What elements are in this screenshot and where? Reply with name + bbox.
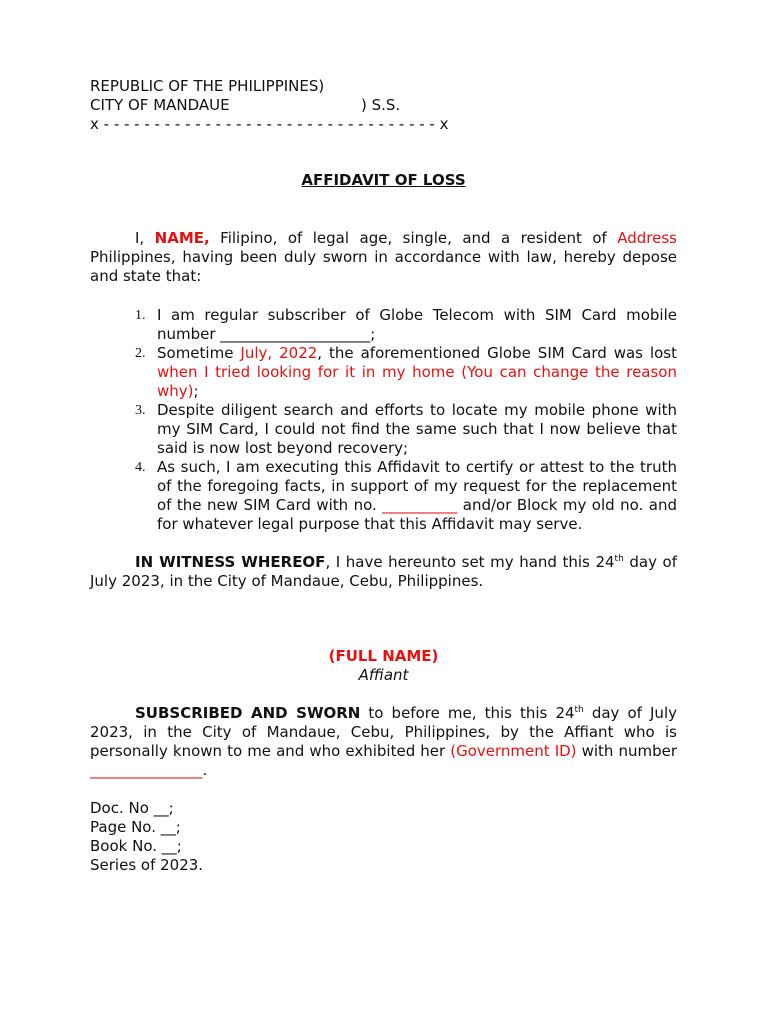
witness-paragraph xyxy=(90,553,677,591)
statement-list xyxy=(90,306,677,534)
government-id-placeholder: (Government ID) xyxy=(450,742,577,760)
item-text: Despite diligent search and efforts to locate my mobile phone with my SIM Card, I could not find the same such that I now believe that said is now lost beyond recovery; xyxy=(157,401,677,457)
notarial-register xyxy=(90,799,677,875)
item-suffix: and/or Block my old no. and for whatever legal purpose that this Affidavit may serve. xyxy=(157,496,678,533)
address-placeholder: Address xyxy=(617,229,677,247)
ordinal-suffix: th xyxy=(574,705,584,715)
new-sim-number-blank: __________ xyxy=(382,496,458,514)
document-title: AFFIDAVIT OF LOSS xyxy=(301,171,466,189)
jurat-text-number: with number xyxy=(576,742,677,760)
item-number: 1. xyxy=(135,308,146,323)
caption-ss: ) S.S. xyxy=(361,96,401,114)
item-number: 3. xyxy=(135,403,146,418)
caption-city-row xyxy=(90,96,677,115)
jurat-text: to before me, this this 24 xyxy=(360,704,575,722)
affidavit-document xyxy=(90,77,677,875)
jurat-text-middle: day of July 2023, in the City of Mandaue, Cebu, Philippines, by the Affiant who is personally known to me and who exhibited her xyxy=(90,704,677,760)
caption-divider: x - - - - - - - - - - - - - - - - - - - - - - - - - - - - - - - - - x xyxy=(90,115,449,133)
item-number: 2. xyxy=(135,346,146,361)
witness-text-end: day of July 2023, in the City of Mandaue, Cebu, Philippines. xyxy=(90,553,677,590)
page-number: Page No. __; xyxy=(90,818,181,836)
affiant-label: Affiant xyxy=(358,666,409,684)
intro-middle: Filipino, of legal age, single, and a resident of xyxy=(209,229,618,247)
name-placeholder: NAME, xyxy=(154,229,210,247)
jurat-heading: SUBSCRIBED AND SWORN xyxy=(135,704,361,722)
loss-date-placeholder: July, 2022 xyxy=(240,344,318,362)
id-number-blank: _______________ xyxy=(90,761,203,779)
loss-reason-placeholder: when I tried looking for it in my home (You can change the reason why) xyxy=(157,363,677,400)
caption-city: CITY OF MANDAUE xyxy=(90,96,230,114)
jurat-paragraph xyxy=(90,704,677,780)
intro-prefix: I, xyxy=(135,229,155,247)
book-number: Book No. __; xyxy=(90,837,182,855)
jurat-end: . xyxy=(202,761,208,779)
intro-suffix: Philippines, having been duly sworn in accordance with law, hereby depose and state that: xyxy=(90,248,677,285)
affiant-full-name: (FULL NAME) xyxy=(328,647,439,665)
list-item xyxy=(135,306,677,344)
list-item xyxy=(135,344,678,401)
list-item xyxy=(135,401,677,458)
caption-republic: REPUBLIC OF THE PHILIPPINES) xyxy=(90,77,325,95)
doc-number: Doc. No __; xyxy=(90,799,174,817)
ordinal-suffix: th xyxy=(614,554,624,564)
item-middle: , the aforementioned Globe SIM Card was lost xyxy=(317,344,678,362)
item-text: I am regular subscriber of Globe Telecom with SIM Card mobile number ____________________; xyxy=(157,306,677,343)
item-prefix: Sometime xyxy=(157,344,241,362)
series-year: Series of 2023. xyxy=(90,856,204,874)
witness-heading: IN WITNESS WHEREOF xyxy=(135,553,326,571)
witness-text: , I have hereunto set my hand this 24 xyxy=(325,553,615,571)
item-suffix: ; xyxy=(193,382,199,400)
venue-caption xyxy=(90,77,677,134)
list-item xyxy=(135,458,678,534)
item-number: 4. xyxy=(135,460,146,475)
intro-paragraph xyxy=(90,229,677,286)
item-prefix: As such, I am executing this Affidavit to certify or attest to the truth of the foregoing facts, in support of my request for the replacement of the new SIM Card with no. xyxy=(157,458,677,514)
